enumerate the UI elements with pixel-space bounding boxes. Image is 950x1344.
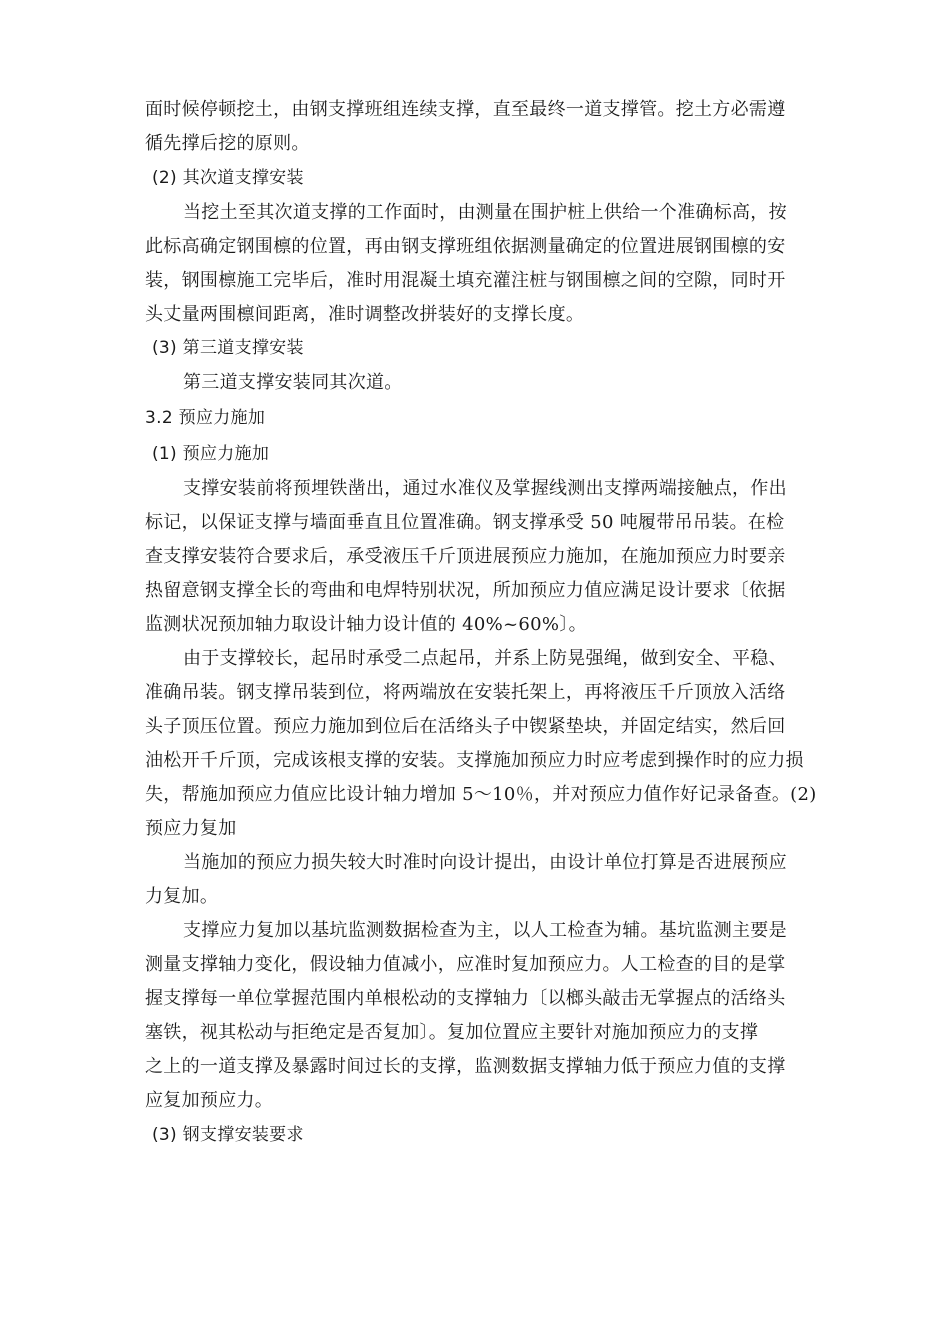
body-text-line: 支撑安装前将预埋铁凿出，通过水准仪及掌握线测出支撑两端接触点，作出: [183, 478, 787, 499]
body-text-line: 装，钢围檩施工完毕后，准时用混凝土填充灌注桩与钢围檩之间的空隙，同时开: [145, 270, 786, 291]
body-text-line: 握支撑每一单位掌握范围内单根松动的支撑轴力〔以榔头敲击无掌握点的活络头: [145, 988, 786, 1009]
body-text-line: 测量支撑轴力变化，假设轴力值减小，应准时复加预应力。人工检查的目的是掌: [145, 954, 786, 975]
body-text-line: 预应力复加: [145, 818, 237, 839]
body-text-line: 面时候停顿挖土，由钢支撑班组连续支撑，直至最终一道支撑管。挖土方必需遵: [145, 99, 786, 120]
body-text-line: 准确吊装。钢支撑吊装到位，将两端放在安装托架上，再将液压千斤顶放入活络: [145, 682, 786, 703]
section-heading: (2) 其次道支撑安装: [152, 168, 304, 188]
body-text-line: 头丈量两围檩间距离，准时调整改拼装好的支撑长度。: [145, 304, 585, 325]
body-text-line: 当挖土至其次道支撑的工作面时，由测量在围护桩上供给一个准确标高，按: [183, 202, 787, 223]
body-text-line: 监测状况预加轴力取设计轴力设计值的 40%~60%〕。: [145, 614, 587, 635]
body-text-line: 查支撑安装符合要求后，承受液压千斤顶进展预应力施加，在施加预应力时要亲: [145, 546, 786, 567]
body-text-line: 油松开千斤顶，完成该根支撑的安装。支撑施加预应力时应考虑到操作时的应力损: [145, 750, 804, 771]
body-text-line: 循先撑后挖的原则。: [145, 133, 310, 154]
body-text-line: 此标高确定钢围檩的位置，再由钢支撑班组依据测量确定的位置进展钢围檩的安: [145, 236, 786, 257]
body-text-line: 热留意钢支撑全长的弯曲和电焊特别状况，所加预应力值应满足设计要求〔依据: [145, 580, 786, 601]
body-text-line: 由于支撑较长，起吊时承受二点起吊，并系上防晃强绳，做到安全、平稳、: [183, 648, 787, 669]
body-text-line: 应复加预应力。: [145, 1090, 274, 1111]
body-text-line: 失，帮施加预应力值应比设计轴力增加 5～10％，并对预应力值作好记录备查。(2): [145, 784, 817, 805]
section-heading: (3) 第三道支撑安装: [152, 338, 304, 358]
body-text-line: 力复加。: [145, 886, 219, 907]
body-text-line: 之上的一道支撑及暴露时间过长的支撑，监测数据支撑轴力低于预应力值的支撑: [145, 1056, 786, 1077]
body-text-line: 支撑应力复加以基坑监测数据检查为主，以人工检查为辅。基坑监测主要是: [183, 920, 787, 941]
body-text-line: 塞铁，视其松动与拒绝定是否复加〕。复加位置应主要针对施加预应力的支撑: [145, 1022, 759, 1043]
body-text-line: 第三道支撑安装同其次道。: [183, 372, 403, 393]
body-text-line: 当施加的预应力损失较大时准时向设计提出，由设计单位打算是否进展预应: [183, 852, 787, 873]
section-heading: (3) 钢支撑安装要求: [152, 1125, 304, 1145]
body-text-line: 标记，以保证支撑与墙面垂直且位置准确。钢支撑承受 50 吨履带吊吊装。在检: [145, 512, 785, 533]
section-heading: (1) 预应力施加: [152, 444, 270, 464]
body-text-line: 头子顶压位置。预应力施加到位后在活络头子中锲紧垫块，并固定结实，然后回: [145, 716, 786, 737]
section-heading: 3.2 预应力施加: [145, 408, 266, 428]
